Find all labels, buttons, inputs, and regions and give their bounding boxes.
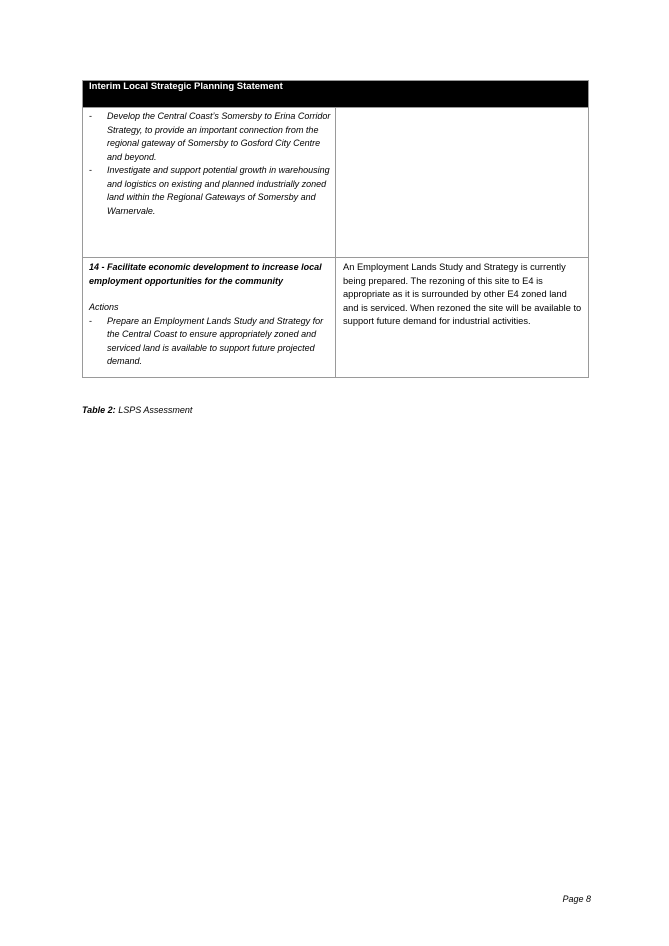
action-list xyxy=(89,110,333,218)
caption-text: LSPS Assessment xyxy=(118,405,193,415)
list-item: - Prepare an Employment Lands Study and Strategy for the Central Coast to ensure appropriately zoned and serviced land is available to support future projected demand. xyxy=(89,315,333,369)
table-cell-comment: An Employment Lands Study and Strategy is currently being prepared. The rezoning of this site to E4 is appropriate as it is surrounded by other E4 zoned land and is serviced. When rezoned the site will be available to support future demand for industrial activities. xyxy=(336,258,589,378)
table-row xyxy=(83,108,589,258)
action-list xyxy=(89,315,333,369)
actions-label: Actions xyxy=(89,302,119,312)
table-cell-objective xyxy=(83,258,336,378)
list-item: - Investigate and support potential growth in warehousing and logistics on existing and planned industrially zoned land within the Regional Gateways of Somersby and Warnervale. xyxy=(89,164,333,218)
caption-label: Table 2: xyxy=(82,405,116,415)
table-header: Interim Local Strategic Planning Statement xyxy=(83,81,589,108)
table-caption xyxy=(82,405,192,415)
table-row xyxy=(83,258,589,378)
lsps-table xyxy=(82,80,589,378)
table-cell-objective xyxy=(83,108,336,258)
list-item: - Develop the Central Coast’s Somersby to Erina Corridor Strategy, to provide an important connection from the regional gateway of Somersby to Gosford City Centre and beyond. xyxy=(89,110,333,164)
page-number: Page 8 xyxy=(562,894,591,904)
table-cell-comment xyxy=(336,108,589,258)
objective-title: 14 - Facilitate economic development to increase local employment opportunities for the community xyxy=(89,262,322,286)
